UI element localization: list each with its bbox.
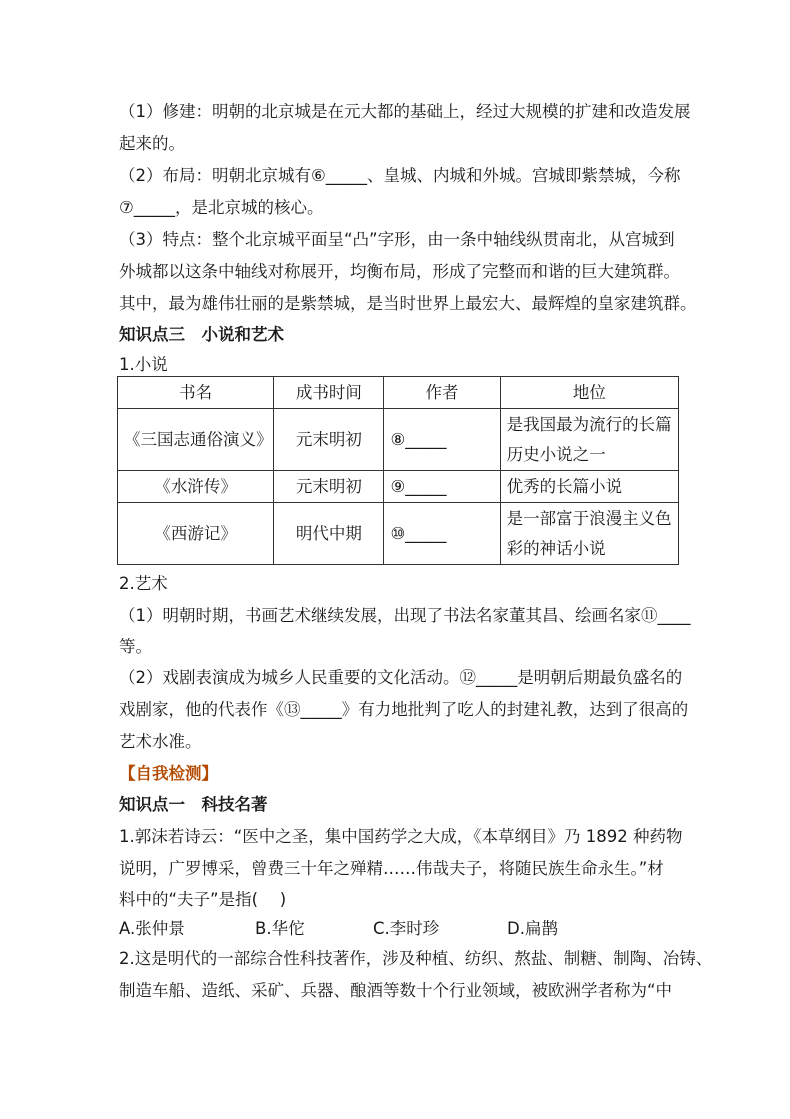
cell-time: 明代中期 — [274, 503, 384, 565]
self-test-heading: 【自我检测】 — [119, 764, 218, 783]
cell-author-blank: ⑧_____ — [384, 409, 500, 471]
paragraph-art-2-cont: 戏剧家，他的代表作《⑬_____》有力地批判了吃人的封建礼教，达到了很高的 — [119, 700, 689, 719]
question-1-cont: 说明，广罗博采，曾费三十年之殚精……伟哉夫子，将随民族生命永生。”材 — [119, 859, 664, 878]
paragraph-art-1-cont: 等。 — [119, 637, 152, 656]
paragraph-features: （3）特点：整个北京城平面呈“凸”字形，由一条中轴线纵贯南北，从宫城到 — [119, 230, 675, 249]
paragraph-art-2: （2）戏剧表演成为城乡人民重要的文化活动。⑫_____是明朝后期最负盛名的 — [119, 668, 683, 687]
paragraph-construction: （1）修建：明朝的北京城是在元大都的基础上，经过大规模的扩建和改造发展 — [119, 102, 691, 121]
status-line-1: 是我国最为流行的长篇 — [506, 414, 672, 434]
question-2-cont: 制造车船、造纸、采矿、兵器、酿酒等数十个行业领域，被欧洲学者称为“中 — [119, 981, 673, 1000]
cell-title: 《三国志通俗演义》 — [118, 409, 274, 471]
cell-title: 《水浒传》 — [118, 471, 274, 503]
paragraph-art-1: （1）明朝时期，书画艺术继续发展，出现了书法名家董其昌、绘画名家⑪____ — [119, 606, 691, 625]
header-title: 书名 — [118, 377, 274, 409]
paragraph-features-cont: 外城都以这条中轴线对称展开，均衡布局，形成了完整而和谐的巨大建筑群。 — [119, 262, 680, 281]
cell-status — [500, 409, 678, 471]
table-row — [118, 503, 679, 565]
novels-table — [117, 376, 679, 565]
status-line-2: 历史小说之一 — [506, 444, 606, 464]
option-c: C.李时珍 — [373, 919, 440, 938]
cell-author-blank: ⑩_____ — [384, 503, 500, 565]
knowledge-point-3-heading: 知识点三 小说和艺术 — [119, 325, 284, 344]
question-2: 2.这是明代的一部综合性科技著作，涉及种植、纺织、熬盐、制糖、制陶、冶铸、 — [119, 949, 713, 968]
question-1-cont2: 料中的“夫子”是指( ) — [119, 890, 287, 909]
paragraph-art-2-cont2: 艺术水准。 — [119, 732, 202, 751]
paragraph-layout-cont: ⑦_____，是北京城的核心。 — [119, 198, 324, 217]
status-line-1: 是一部富于浪漫主义色 — [506, 508, 672, 528]
cell-author-blank: ⑨_____ — [384, 471, 500, 503]
table-row — [118, 471, 679, 503]
paragraph-construction-cont: 起来的。 — [119, 134, 185, 153]
table-header-row — [118, 377, 679, 409]
table-row — [118, 409, 679, 471]
option-b: B.华佗 — [255, 919, 305, 938]
subheading-art: 2.艺术 — [119, 574, 168, 593]
knowledge-point-1-heading: 知识点一 科技名著 — [119, 795, 268, 814]
paragraph-layout: （2）布局：明朝北京城有⑥_____、皇城、内城和外城。宫城即紫禁城，今称 — [119, 166, 681, 185]
option-d: D.扁鹊 — [507, 919, 558, 938]
option-a: A.张仲景 — [119, 919, 185, 938]
cell-status — [500, 503, 678, 565]
subheading-novels: 1.小说 — [119, 355, 168, 374]
header-status: 地位 — [500, 377, 678, 409]
cell-title: 《西游记》 — [118, 503, 274, 565]
header-time: 成书时间 — [274, 377, 384, 409]
cell-status: 优秀的长篇小说 — [500, 471, 678, 503]
cell-time: 元末明初 — [274, 471, 384, 503]
status-line-2: 彩的神话小说 — [506, 538, 606, 558]
paragraph-features-cont2: 其中，最为雄伟壮丽的是紫禁城，是当时世界上最宏大、最辉煌的皇家建筑群。 — [119, 294, 697, 313]
header-author: 作者 — [384, 377, 500, 409]
cell-time: 元末明初 — [274, 409, 384, 471]
question-1: 1.郭沫若诗云：“医中之圣，集中国药学之大成，《本草纲目》乃 1892 种药物 — [119, 827, 683, 846]
